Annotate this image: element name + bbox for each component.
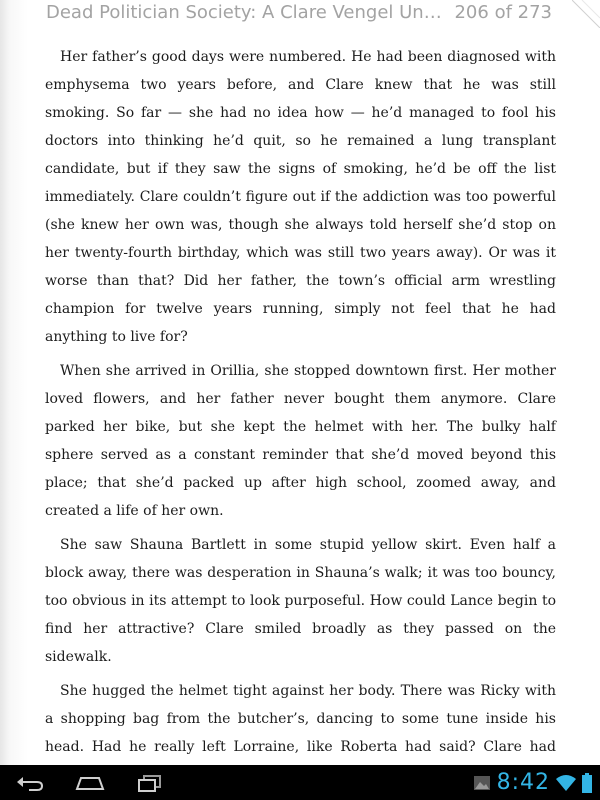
reader-text [45, 43, 556, 765]
status-area[interactable] [473, 765, 592, 800]
gallery-notification-icon [473, 775, 491, 791]
recent-apps-icon [135, 773, 165, 793]
recent-apps-button[interactable] [130, 769, 170, 797]
home-button[interactable] [70, 769, 110, 797]
paragraph-2: When she arrived in Orillia, she stopped downtown first. Her mother loved flowers, and her father never bought them anymore. Clare parked her bike, but she kept the helmet with her. The bulky half sphere served as a constant reminder that she’d moved beyond this place; that she’d packed up after high school, zoomed away, and created a life of her own. [45, 363, 556, 519]
reader-header [0, 0, 600, 30]
status-clock: 8:42 [496, 770, 550, 795]
home-icon [73, 773, 107, 793]
system-navigation-bar [0, 765, 600, 800]
battery-icon [582, 773, 592, 793]
back-button[interactable] [10, 769, 50, 797]
paragraph-4: She hugged the helmet tight against her body. There was Ricky with a shopping bag from the butcher’s, dancing to some tune inside his head. Had he really left Lorraine, like Roberta had said? Clare had [45, 683, 556, 755]
back-icon [15, 773, 45, 793]
page-curl-icon[interactable] [572, 0, 600, 28]
page-indicator: 206 of 273 [454, 2, 552, 23]
paragraph-1: Her father’s good days were numbered. He had been diagnosed with emphysema two years before, and Clare knew that he was still smoking. So far — she had no idea how — he’d managed to fool his doctors into thinking he’d quit, so he remained a lung transplant candidate, but if they saw the signs of smoking, he’d be off the list immediately. Clare couldn’t figure out if the addiction was too powerful (she knew her own was, though she always told herself she’d stop on her twenty-fourth birthday, which was still two years away). Or was it worse than that? Did her father, the town’s official arm wrestling champion for twelve years running, simply not feel that he had anything to live for? [45, 49, 556, 345]
book-title: Dead Politician Society: A Clare Vengel Un… [46, 2, 442, 23]
paragraph-3: She saw Shauna Bartlett in some stupid yellow skirt. Even half a block away, there was desperation in Shauna’s walk; it was too bouncy, too obvious in its attempt to look purposeful. How could Lance begin to find her attractive? Clare smiled broadly as they passed on the sidewalk. [45, 537, 556, 665]
wifi-icon [556, 774, 576, 792]
